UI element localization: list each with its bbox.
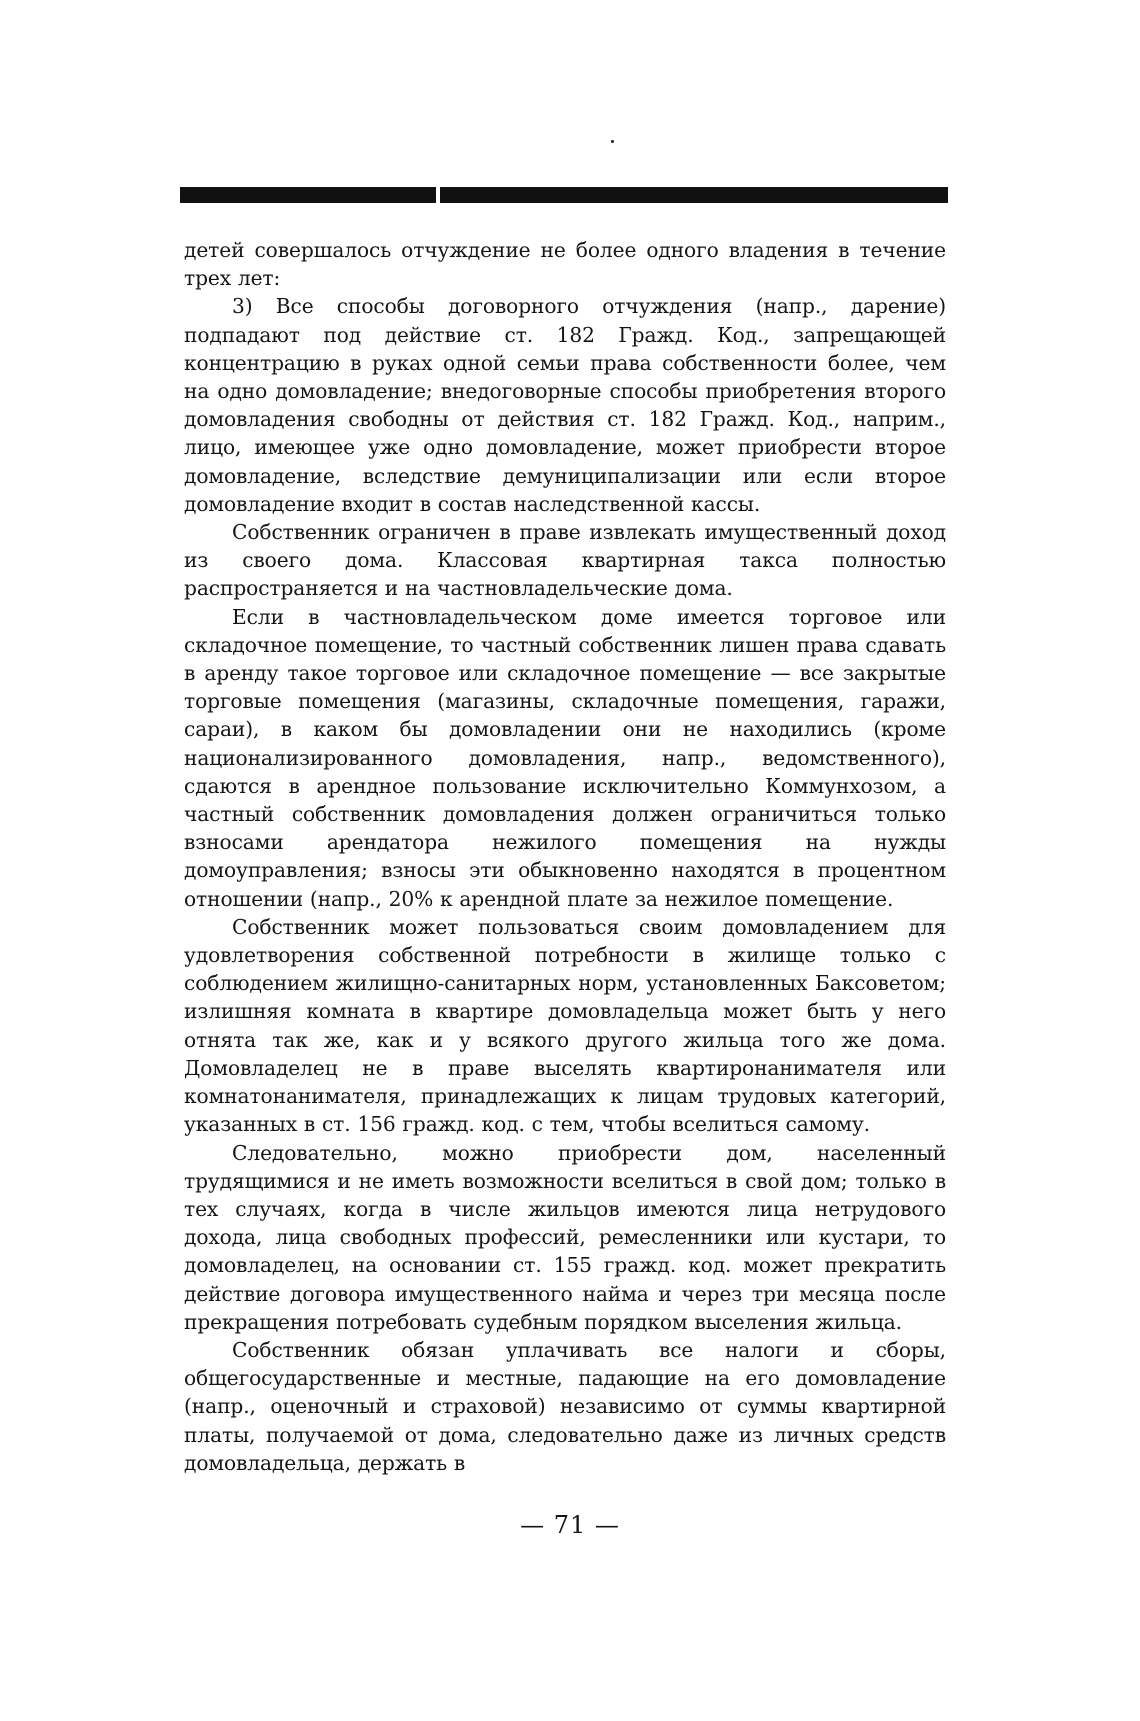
paragraph-owner-use: Собственник может пользоваться своим домовладением для удовлетворения собственной потребности в жилище только с соблюдением жилищно-санитарных норм, установленных Баксоветом; излишняя комната в квартире домовладельца может быть у него отнята так же, как и у всякого другого жильца того же дома. Домовладелец не в праве выселять квартиронанимателя или комнатонанимателя, принадлежащих к лицам трудовых категорий, указанных в ст. 156 гражд. код. с тем, чтобы вселиться самому. [184, 914, 946, 1137]
paragraph-income-restriction: Собственник ограничен в праве извлекать имущественный доход из своего дома. Классовая квартирная такса полностью распространяется и на частновладельческие дома. [184, 520, 946, 601]
header-rule-right [440, 187, 948, 203]
ink-speck [611, 140, 614, 143]
paragraph-commercial-premises: Если в частновладельческом доме имеется торговое или складочное помещение, то частный собственник лишен права сдавать в аренду такое торговое или складочное помещение — все закрытые торговые помещения (магазины, складочные помещения, гаражи, сараи), в каком бы домовладении они не находились (кроме национализированного домовладения, напр., ведомственного), сдаются в арендное пользование исключительно Коммунхозом, а частный собственник домовладения должен ограничиться только взносами арендатора нежилого помещения на нужды домоуправления; взносы эти обыкновенно находятся в процентном отношении (напр., 20% к арендной плате за нежилое помещение. [184, 604, 946, 911]
paragraph-point-3: 3) Все способы договорного отчуждения (напр., дарение) подпадают под действие ст. 182 Гражд. Код., запрещающей концентрацию в руках одной семьи права собственности более, чем на одно домовладение; внедоговорные способы приобретения второго домовладения свободны от действия ст. 182 Гражд. Код., наприм., лицо, имеющее уже одно домовладение, может приобрести второе домовладение, вследствие демуниципализации или если второе домовладение входит в состав наследственной кассы. [184, 294, 946, 516]
paragraph-consequently: Следовательно, можно приобрести дом, населенный трудящимися и не иметь возможности вселиться в свой дом; только в тех случаях, когда в числе жильцов имеются лица нетрудового дохода, лица свободных профессий, ремесленники или кустари, то домовладелец, на основании ст. 155 гражд. код. может прекратить действие договора имущественного найма и через три месяца после прекращения потребовать судебным порядком выселения жильца. [184, 1140, 946, 1334]
paragraph-continuation: детей совершалось отчуждение не более одного владения в течение трех лет: [184, 238, 946, 291]
paragraph-taxes: Собственник обязан уплачивать все налоги и сборы, общегосударственные и местные, падающие на его домовладение (напр., оценочный и страховой) независимо от суммы квартирной платы, получаемой от дома, следовательно даже из личных средств домовладельца, держать в [184, 1337, 946, 1475]
header-rule-left [180, 187, 436, 203]
body-text [184, 236, 946, 1477]
page-number: — 71 — [520, 1511, 620, 1539]
